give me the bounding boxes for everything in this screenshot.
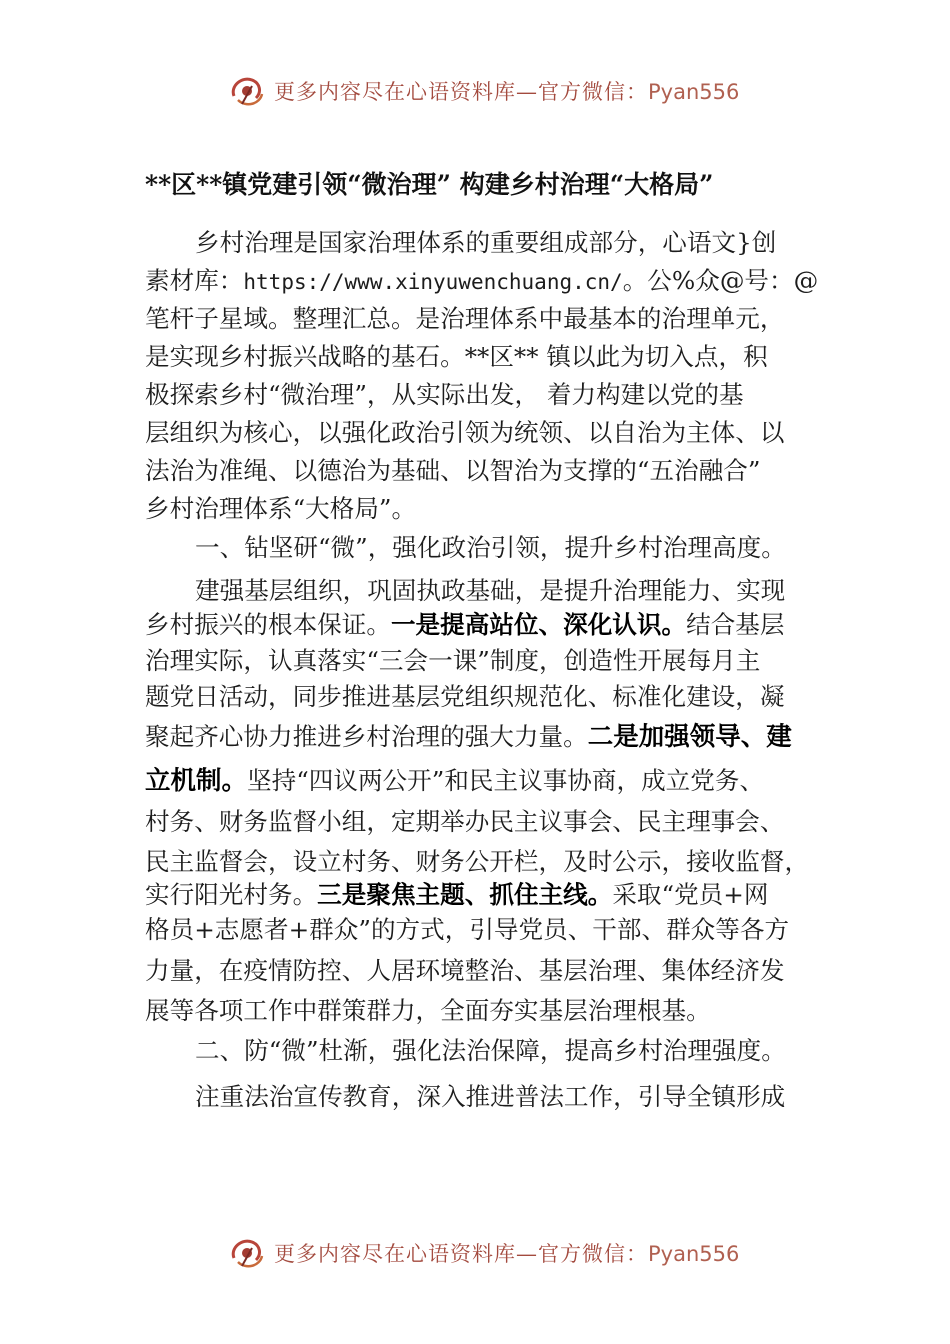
header-watermark [0, 70, 950, 114]
body-line: 极探索乡村“微治理”，从实际出发， 着力构建以党的基 [145, 380, 744, 409]
body-line: 治理实际，认真落实“三会一课”制度，创造性开展每月主 [145, 646, 761, 675]
body-line: 笔杆子星域。整理汇总。是治理体系中最基本的治理单元， [145, 304, 785, 333]
watermark-wechat-id: Pyan556 [648, 80, 740, 104]
section-heading-1: 一、钻坚研“微”，强化政治引领，提升乡村治理高度。 [195, 533, 786, 562]
footer-watermark [0, 1232, 950, 1276]
body-line: 乡村振兴的根本保证。一是提高站位、深化认识。结合基层 [145, 610, 785, 639]
swirl-logo-icon [228, 1236, 268, 1272]
body-line: 聚起齐心协力推进乡村治理的强大力量。二是加强领导、建 [145, 722, 792, 752]
swirl-logo-icon [228, 74, 268, 110]
body-line: 题党日活动，同步推进基层党组织规范化、标准化建设，凝 [145, 682, 785, 711]
body-line: 实行阳光村务。三是聚焦主题、抓住主线。采取“党员+网 [145, 880, 769, 909]
bold-point-3: 三是聚焦主题、抓住主线。 [317, 880, 613, 909]
body-line: 格员+志愿者+群众”的方式，引导党员、干部、群众等各方 [145, 915, 790, 944]
body-line: 村务、财务监督小组，定期举办民主议事会、民主理事会、 [145, 807, 785, 836]
body-line: 是实现乡村振兴战略的基石。**区** 镇以此为切入点，积 [145, 342, 768, 371]
body-line: 立机制。坚持“四议两公开”和民主议事协商，成立党务、 [145, 766, 765, 796]
body-line: 乡村治理是国家治理体系的重要组成部分，心语文}创 [195, 228, 777, 257]
section-heading-2: 二、防“微”杜渐，强化法治保障，提高乡村治理强度。 [195, 1036, 786, 1065]
body-line: 法治为准绳、以德治为基础、以智治为支撑的“五治融合” [145, 456, 761, 485]
website-url: https://www.xinyuwenchuang.cn/ [243, 270, 623, 294]
body-line: 乡村治理体系“大格局”。 [145, 494, 417, 523]
bold-point-2-cont: 立机制。 [145, 766, 248, 796]
watermark-text: 更多内容尽在心语资料库—官方微信： [274, 1242, 648, 1266]
bold-point-1: 一是提高站位、深化认识。 [390, 610, 687, 639]
watermark-text: 更多内容尽在心语资料库—官方微信： [274, 80, 648, 104]
body-line: 建强基层组织，巩固执政基础，是提升治理能力、实现 [195, 576, 786, 605]
body-line: 注重法治宣传教育，深入推进普法工作，引导全镇形成 [195, 1082, 786, 1111]
body-line: 民主监督会，设立村务、财务公开栏，及时公示，接收监督， [145, 847, 810, 876]
document-title: **区**镇党建引领“微治理” 构建乡村治理“大格局” [145, 170, 714, 199]
body-line: 素材库：https://www.xinyuwenchuang.cn/。公%众@号：@ [145, 266, 819, 295]
body-line: 展等各项工作中群策群力，全面夯实基层治理根基。 [145, 996, 711, 1025]
body-line: 层组织为核心，以强化政治引领为统领、以自治为主体、以 [145, 418, 785, 447]
watermark-wechat-id: Pyan556 [648, 1242, 740, 1266]
bold-point-2: 二是加强领导、建 [587, 722, 792, 752]
body-line: 力量，在疫情防控、人居环境整治、基层治理、集体经济发 [145, 956, 785, 985]
